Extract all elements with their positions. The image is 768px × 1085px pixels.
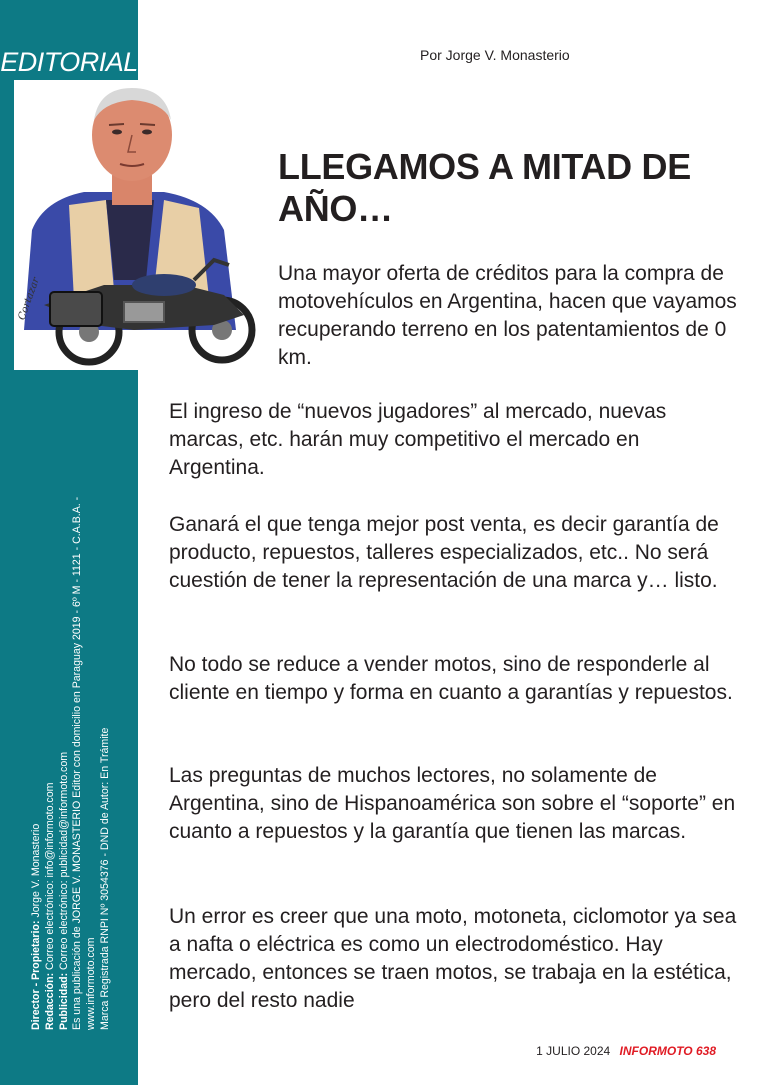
body-paragraph-1: El ingreso de “nuevos jugadores” al mercado, nuevas marcas, etc. harán muy competitivo el mercado en Argentina. [169,400,667,479]
body-paragraph-4: Las preguntas de muchos lectores, no solamente de Argentina, sino de Hispanoamérica son sobre el “soporte” en cuanto a repuestos y la garantía que tienen las marcas. [169,764,736,843]
body-paragraph-5: Un error es creer que una moto, motoneta, ciclomotor ya sea a nafta o eléctrica es como un electrodoméstico. Hay mercado, entonces se traen motos, se trabaja en la estética, pero del resto nadie [169,905,737,1012]
portrait-illustration-icon [14,80,262,370]
imprint-line-redaccion: Redacción: Correo electrónico: info@informoto.com [43,782,56,1030]
imprint-credits [30,496,113,1030]
headline: LLEGAMOS A MITAD DE AÑO… [278,146,691,229]
svg-text:Cortazar: Cortazar [16,276,42,322]
imprint-line-registration: Marca Registrada RNPI Nº 3054376 - DND de Autor: En Trámite [98,727,111,1030]
page-footer [536,1044,716,1058]
body-paragraph-2: Ganará el que tenga mejor post venta, es decir garantía de producto, repuestos, talleres especializados, etc.. No será cuestión de tener la representación de una marca y… listo. [169,513,719,592]
imprint-line-publicidad: Publicidad: Correo electrónico: publicidad@informoto.com [57,751,70,1030]
section-label: EDITORIAL [0,47,138,77]
body-paragraph-3: No todo se reduce a vender motos, sino de responderle al cliente en tiempo y forma en cuanto a garantías y repuestos. [169,653,733,704]
imprint-line-website: www.informoto.com [85,937,98,1030]
author-illustration [14,80,262,370]
imprint-line-publisher: Es una publicación de JORGE V. MONASTERIO Editor con domicilio en Paraguay 2019 - 6º M - 1121 - C.A.B.A. - [71,496,84,1030]
lead-paragraph: Una mayor oferta de créditos para la compra de motovehículos en Argentina, hacen que vayamos recuperando terreno en los patentamientos de 0 km. [278,262,737,369]
issue-date: 1 JULIO 2024 [536,1044,611,1058]
byline: Por Jorge V. Monasterio [420,47,570,63]
magazine-brand: INFORMOTO 638 [619,1044,716,1058]
imprint-line-director: Director - Propietario: Jorge V. Monasterio [30,823,42,1030]
